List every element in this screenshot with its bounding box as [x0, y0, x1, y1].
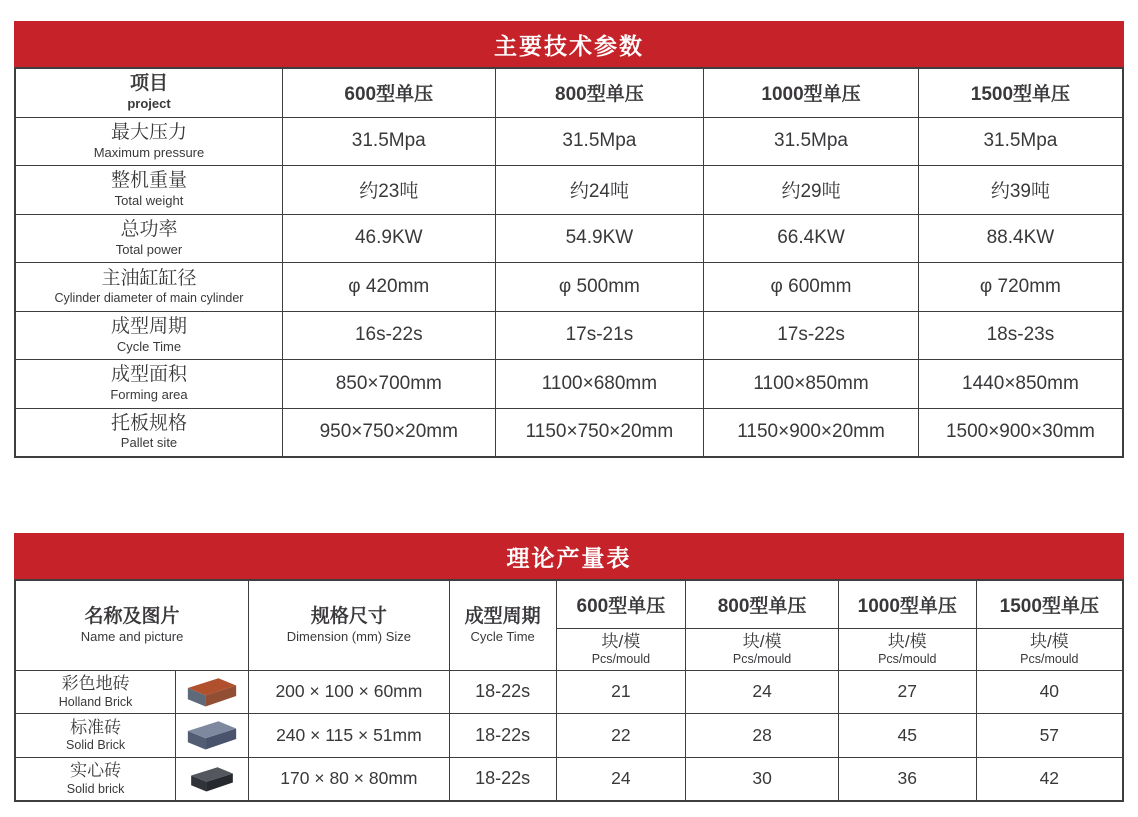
- cycle-column-header: [449, 580, 556, 670]
- project-label-zh: 项目: [129, 73, 168, 95]
- output-row-solid-brick: [15, 757, 1123, 801]
- param-value-cell: 31.5Mpa: [495, 117, 704, 166]
- dimension-cell: 170 × 80 × 80mm: [249, 757, 450, 801]
- product-name-en: Solid brick: [66, 781, 125, 796]
- output-value-cell: 57: [976, 714, 1123, 758]
- model-column-header-600: 600型单压: [282, 68, 495, 117]
- output-value-cell: 45: [838, 714, 976, 758]
- param-value-cell: 约29吨: [704, 166, 919, 215]
- model-column-header-600: 600型单压: [556, 580, 686, 628]
- param-value-cell: 约24吨: [495, 166, 704, 215]
- model-column-header-800: 800型单压: [686, 580, 839, 628]
- output-value-cell: 24: [556, 757, 686, 801]
- product-name: [15, 757, 176, 801]
- param-value-cell: 约23吨: [282, 166, 495, 215]
- product-name: [15, 714, 176, 758]
- model-column-header-1000: 1000型单压: [704, 68, 919, 117]
- product-image-cell: [176, 714, 249, 758]
- theoretical-output-section: [14, 533, 1124, 802]
- param-label-en: Total weight: [114, 193, 184, 209]
- param-value-cell: 18s-23s: [918, 311, 1123, 360]
- cycle-header-zh: 成型周期: [464, 605, 541, 627]
- unit-label-en: Pcs/mould: [732, 652, 792, 666]
- cycle-cell: 18-22s: [449, 670, 556, 714]
- param-label-en: Cycle Time: [116, 338, 182, 354]
- output-value-cell: 24: [686, 670, 839, 714]
- param-row-label: [15, 263, 282, 312]
- unit-label-en: Pcs/mould: [1020, 652, 1079, 666]
- cycle-header-en: Cycle Time: [470, 628, 535, 644]
- product-image-cell: [176, 757, 249, 801]
- param-row-label: [15, 117, 282, 166]
- product-name-en: Holland Brick: [58, 694, 133, 709]
- dimension-column-header: [249, 580, 450, 670]
- model-column-header-1000: 1000型单压: [838, 580, 976, 628]
- param-value-cell: 950×750×20mm: [282, 408, 495, 457]
- param-row-label: [15, 360, 282, 409]
- param-row-cylinder-diameter: [15, 263, 1123, 312]
- product-name-zh: 标准砖: [70, 717, 122, 737]
- product-image-cell: [176, 670, 249, 714]
- param-row-max-pressure: [15, 117, 1123, 166]
- param-label-en: Total power: [115, 241, 183, 257]
- param-value-cell: 17s-22s: [704, 311, 919, 360]
- product-name: [15, 670, 176, 714]
- param-value-cell: 1150×750×20mm: [495, 408, 704, 457]
- param-value-cell: 1150×900×20mm: [704, 408, 919, 457]
- technical-parameters-title: 主要技术参数: [14, 21, 1124, 67]
- param-label-zh: 成型周期: [110, 315, 187, 337]
- cycle-cell: 18-22s: [449, 714, 556, 758]
- name-header-en: Name and picture: [80, 628, 184, 644]
- param-value-cell: 54.9KW: [495, 214, 704, 263]
- output-value-cell: 22: [556, 714, 686, 758]
- param-row-pallet-size: [15, 408, 1123, 457]
- model-column-header-1500: 1500型单压: [918, 68, 1123, 117]
- unit-header: [686, 628, 839, 670]
- param-label-zh: 主油缸缸径: [101, 267, 197, 289]
- model-column-header-1500: 1500型单压: [976, 580, 1123, 628]
- param-label-zh: 总功率: [120, 218, 178, 240]
- dimension-cell: 240 × 115 × 51mm: [249, 714, 450, 758]
- solid-brick-icon: [187, 763, 237, 795]
- param-value-cell: 约39吨: [918, 166, 1123, 215]
- param-label-zh: 成型面积: [110, 364, 187, 386]
- name-header-zh: 名称及图片: [84, 605, 180, 627]
- technical-parameters-section: [14, 21, 1124, 458]
- product-name-en: Solid Brick: [66, 738, 126, 753]
- param-value-cell: φ 500mm: [495, 263, 704, 312]
- param-value-cell: 31.5Mpa: [282, 117, 495, 166]
- param-value-cell: 66.4KW: [704, 214, 919, 263]
- param-value-cell: 31.5Mpa: [918, 117, 1123, 166]
- output-header-row-models: [15, 580, 1123, 628]
- param-value-cell: 1100×680mm: [495, 360, 704, 409]
- holland-brick-icon: [183, 674, 241, 710]
- param-value-cell: 1440×850mm: [918, 360, 1123, 409]
- param-value-cell: 16s-22s: [282, 311, 495, 360]
- technical-parameters-table: [14, 67, 1124, 458]
- param-value-cell: 1500×900×30mm: [918, 408, 1123, 457]
- param-label-en: Forming area: [110, 387, 188, 403]
- project-label-en: project: [127, 96, 171, 112]
- project-column-header: [15, 68, 282, 117]
- param-row-total-power: [15, 214, 1123, 263]
- param-value-cell: 850×700mm: [282, 360, 495, 409]
- output-value-cell: 36: [838, 757, 976, 801]
- param-value-cell: φ 720mm: [918, 263, 1123, 312]
- output-row-standard-brick: [15, 714, 1123, 758]
- output-value-cell: 21: [556, 670, 686, 714]
- model-column-header-800: 800型单压: [495, 68, 704, 117]
- param-label-zh: 最大压力: [110, 121, 187, 143]
- param-label-zh: 整机重量: [110, 170, 187, 192]
- unit-label-en: Pcs/mould: [591, 652, 651, 666]
- param-label-en: Maximum pressure: [93, 144, 205, 160]
- output-value-cell: 28: [686, 714, 839, 758]
- unit-label-en: Pcs/mould: [878, 652, 937, 666]
- output-value-cell: 42: [976, 757, 1123, 801]
- standard-brick-icon: [183, 717, 241, 753]
- param-value-cell: 88.4KW: [918, 214, 1123, 263]
- param-row-label: [15, 408, 282, 457]
- unit-header: [838, 628, 976, 670]
- unit-label-zh: 块/模: [887, 631, 927, 651]
- param-value-cell: 17s-21s: [495, 311, 704, 360]
- param-value-cell: 31.5Mpa: [704, 117, 919, 166]
- unit-label-zh: 块/模: [742, 631, 782, 651]
- param-row-label: [15, 214, 282, 263]
- unit-header: [976, 628, 1123, 670]
- dimension-header-zh: 规格尺寸: [310, 605, 387, 627]
- param-value-cell: φ 600mm: [704, 263, 919, 312]
- param-label-zh: 托板规格: [110, 412, 187, 434]
- dimension-cell: 200 × 100 × 60mm: [249, 670, 450, 714]
- theoretical-output-title: 理论产量表: [14, 533, 1124, 579]
- params-header-row: [15, 68, 1123, 117]
- param-label-en: Pallet site: [120, 435, 178, 451]
- output-value-cell: 40: [976, 670, 1123, 714]
- unit-label-zh: 块/模: [601, 631, 641, 651]
- param-row-label: [15, 311, 282, 360]
- unit-label-zh: 块/模: [1029, 631, 1069, 651]
- output-value-cell: 27: [838, 670, 976, 714]
- dimension-header-en: Dimension (mm) Size: [286, 628, 412, 644]
- theoretical-output-table: [14, 579, 1124, 802]
- param-value-cell: 46.9KW: [282, 214, 495, 263]
- param-row-forming-area: [15, 360, 1123, 409]
- cycle-cell: 18-22s: [449, 757, 556, 801]
- output-value-cell: 30: [686, 757, 839, 801]
- output-row-holland-brick: [15, 670, 1123, 714]
- product-name-zh: 实心砖: [70, 761, 122, 781]
- unit-header: [556, 628, 686, 670]
- product-name-zh: 彩色地砖: [61, 674, 130, 694]
- name-column-header: [15, 580, 249, 670]
- param-label-en: Cylinder diameter of main cylinder: [54, 291, 244, 306]
- param-row-total-weight: [15, 166, 1123, 215]
- param-value-cell: φ 420mm: [282, 263, 495, 312]
- param-row-label: [15, 166, 282, 215]
- param-value-cell: 1100×850mm: [704, 360, 919, 409]
- param-row-cycle-time: [15, 311, 1123, 360]
